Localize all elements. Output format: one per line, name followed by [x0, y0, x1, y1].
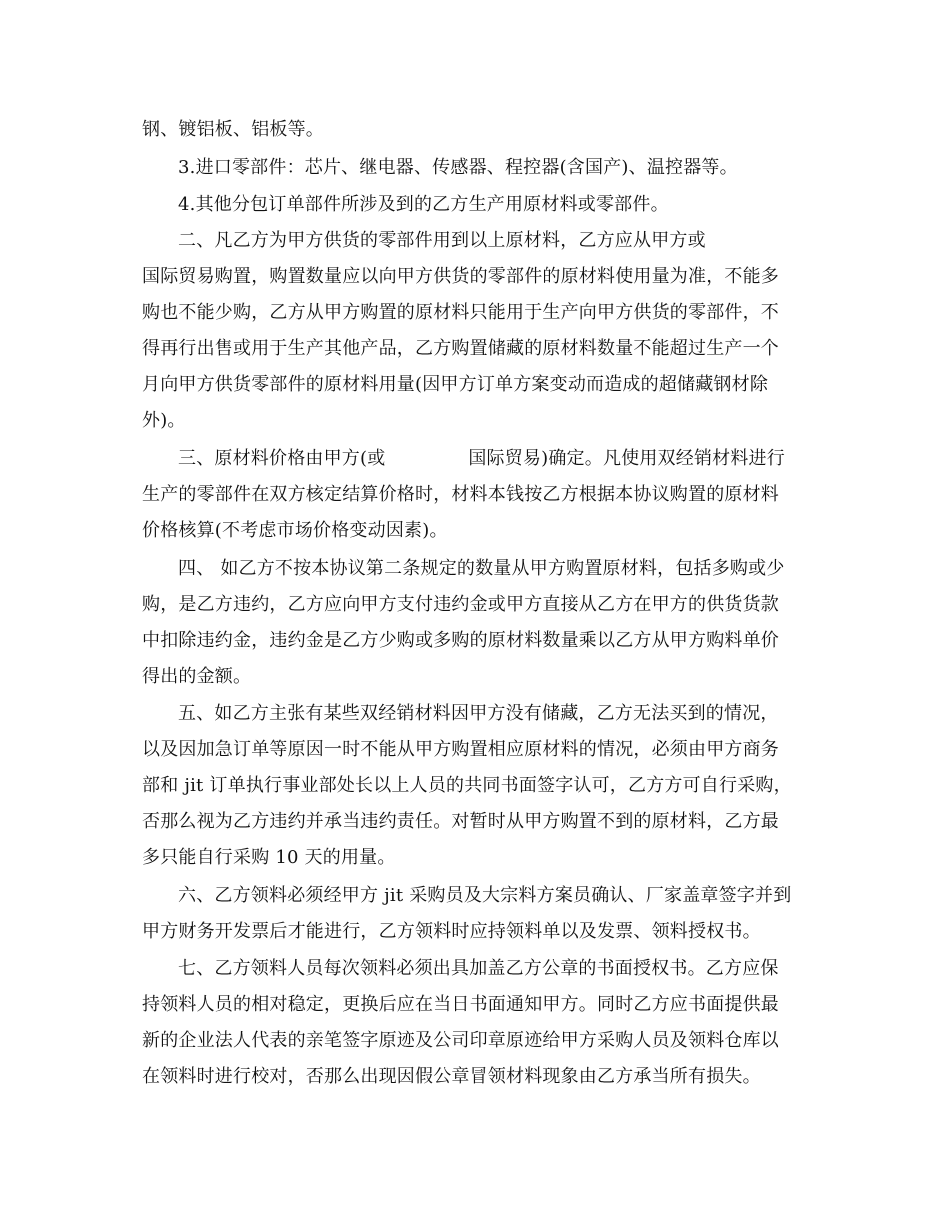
text-line: 购也不能少购，乙方从甲方购置的原材料只能用于生产向甲方供货的零部件，不 [142, 302, 779, 323]
paragraph-6-start: 六、乙方领料必须经甲方 jit 采购员及大宗料方案员确认、厂家盖章签字并到 [178, 885, 792, 906]
text-line: 得再行出售或用于生产其他产品，乙方购置储藏的原材料数量不能超过生产一个 [142, 338, 779, 359]
text-line: 在领料时进行校对，否那么出现因假公章冒领材料现象由乙方承当所有损失。 [142, 1066, 761, 1087]
text-line: 4.其他分包订单部件所涉及到的乙方生产用原材料或零部件。 [178, 194, 669, 215]
text-line: 外)。 [142, 410, 186, 431]
text-line: 否那么视为乙方违约并承当违约责任。对暂时从甲方购置不到的原材料，乙方最 [142, 811, 779, 832]
text-line: 月向甲方供货零部件的原材料用量(因甲方订单方案变动而造成的超储藏钢材除 [142, 374, 769, 395]
text-line: 新的企业法人代表的亲笔签字原迹及公司印章原迹给甲方采购人员及领料仓库以 [142, 1030, 779, 1051]
paragraph-2-start: 二、凡乙方为甲方供货的零部件用到以上原材料，乙方应从甲方或 [178, 230, 706, 251]
text-line: 钢、镀铝板、铝板等。 [142, 119, 324, 140]
text-line: 中扣除违约金，违约金是乙方少购或多购的原材料数量乘以乙方从甲方购料单价 [142, 630, 779, 651]
text-line: 价格核算(不考虑市场价格变动因素)。 [142, 520, 448, 541]
text-line: 购，是乙方违约，乙方应向甲方支付违约金或甲方直接从乙方在甲方的供货货款 [142, 594, 779, 615]
paragraph-4-start: 四、 如乙方不按本协议第二条规定的数量从甲方购置原材料，包括多购或少 [178, 558, 785, 579]
text-line: 以及因加急订单等原因一时不能从甲方购置相应原材料的情况，必须由甲方商务 [142, 739, 779, 760]
text-line: 3.进口零部件：芯片、继电器、传感器、程控器(含国产)、温控器等。 [178, 157, 738, 178]
text-line: 得出的金额。 [142, 666, 252, 687]
text-line: 部和 jit 订单执行事业部处长以上人员的共同书面签字认可，乙方方可自行采购， [142, 775, 792, 796]
text-line: 生产的零部件在双方核定结算价格时，材料本钱按乙方根据本协议购置的原材料 [142, 484, 779, 505]
paragraph-3-start: 三、原材料价格由甲方(或 国际贸易)确定。凡使用双经销材料进行 [178, 448, 785, 469]
text-line: 多只能自行采购 10 天的用量。 [142, 847, 396, 868]
text-line: 甲方财务开发票后才能进行，乙方领料时应持领料单以及发票、领料授权书。 [142, 921, 761, 942]
text-line: 国际贸易购置，购置数量应以向甲方供货的零部件的原材料使用量为准，不能多 [142, 266, 779, 287]
text-line: 持领料人员的相对稳定，更换后应在当日书面通知甲方。同时乙方应书面提供最 [142, 994, 779, 1015]
paragraph-7-start: 七、乙方领料人员每次领料必须出具加盖乙方公章的书面授权书。乙方应保 [178, 958, 779, 979]
paragraph-5-start: 五、如乙方主张有某些双经销材料因甲方没有储藏，乙方无法买到的情况， [178, 703, 779, 724]
